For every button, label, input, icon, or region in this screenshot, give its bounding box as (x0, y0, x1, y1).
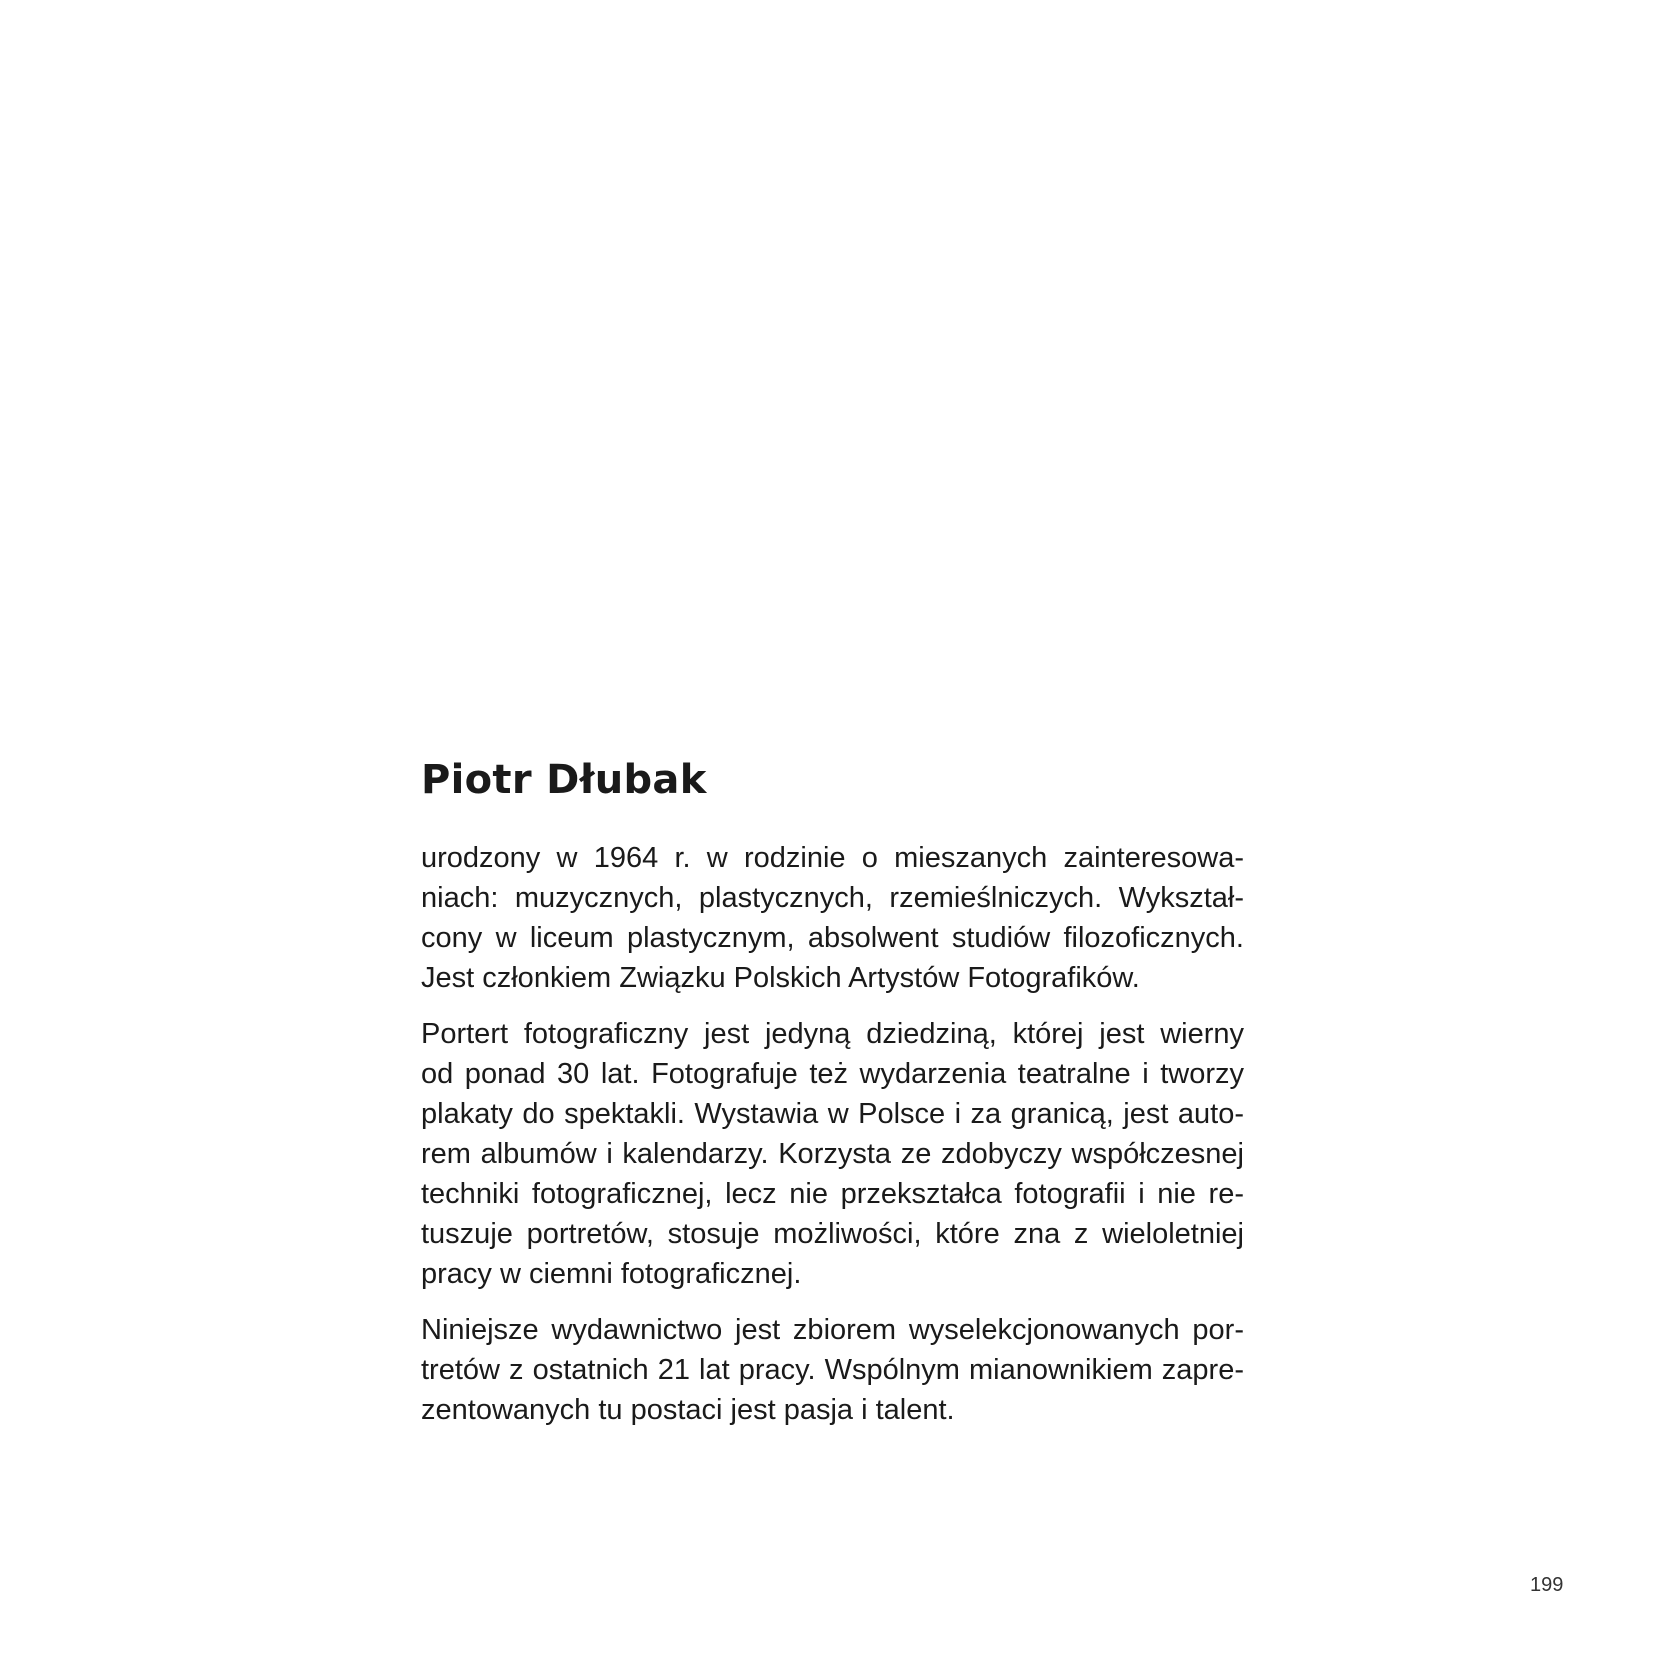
bio-paragraph-2-line: techniki fotograficznej, lecz nie przekształca fotografii i nie re- (421, 1178, 1244, 1210)
paragraph-spacer (421, 998, 1244, 1014)
author-bio-section (421, 752, 1244, 1430)
bio-paragraph-2-line: pracy w ciemni fotograficznej. (421, 1258, 802, 1290)
bio-paragraph-3 (421, 1310, 1244, 1430)
bio-paragraph-2-line: rem albumów i kalendarzy. Korzysta ze zdobyczy współczesnej (421, 1138, 1244, 1170)
bio-paragraph-2-line: od ponad 30 lat. Fotografuje też wydarzenia teatralne i tworzy (421, 1058, 1244, 1090)
bio-paragraph-3-line: Niniejsze wydawnictwo jest zbiorem wyselekcjonowanych por- (421, 1314, 1244, 1346)
bio-paragraph-1-line: Jest członkiem Związku Polskich Artystów Fotografików. (421, 962, 1140, 994)
paragraph-spacer (421, 1294, 1244, 1310)
page-number: 199 (1530, 1574, 1564, 1596)
bio-paragraph-1-line: urodzony w 1964 r. w rodzinie o mieszanych zainteresowa- (421, 842, 1244, 874)
bio-paragraph-2-line: plakaty do spektakli. Wystawia w Polsce i za granicą, jest auto- (421, 1098, 1244, 1130)
bio-paragraph-2-line: tuszuje portretów, stosuje możliwości, które zna z wieloletniej (421, 1218, 1244, 1250)
bio-paragraph-1 (421, 838, 1244, 998)
bio-paragraph-3-line: zentowanych tu postaci jest pasja i talent. (421, 1394, 955, 1426)
bio-paragraph-1-line: cony w liceum plastycznym, absolwent studiów filozoficznych. (421, 922, 1244, 954)
bio-paragraph-2 (421, 1014, 1244, 1294)
bio-paragraph-1-line: niach: muzycznych, plastycznych, rzemieślniczych. Wykształ- (421, 882, 1244, 914)
bio-paragraph-2-line: Portert fotograficzny jest jedyną dziedziną, której jest wierny (421, 1018, 1244, 1050)
bio-paragraph-3-line: tretów z ostatnich 21 lat pracy. Wspólnym mianownikiem zapre- (421, 1354, 1244, 1386)
author-name-heading: Piotr Dłubak (421, 757, 707, 803)
